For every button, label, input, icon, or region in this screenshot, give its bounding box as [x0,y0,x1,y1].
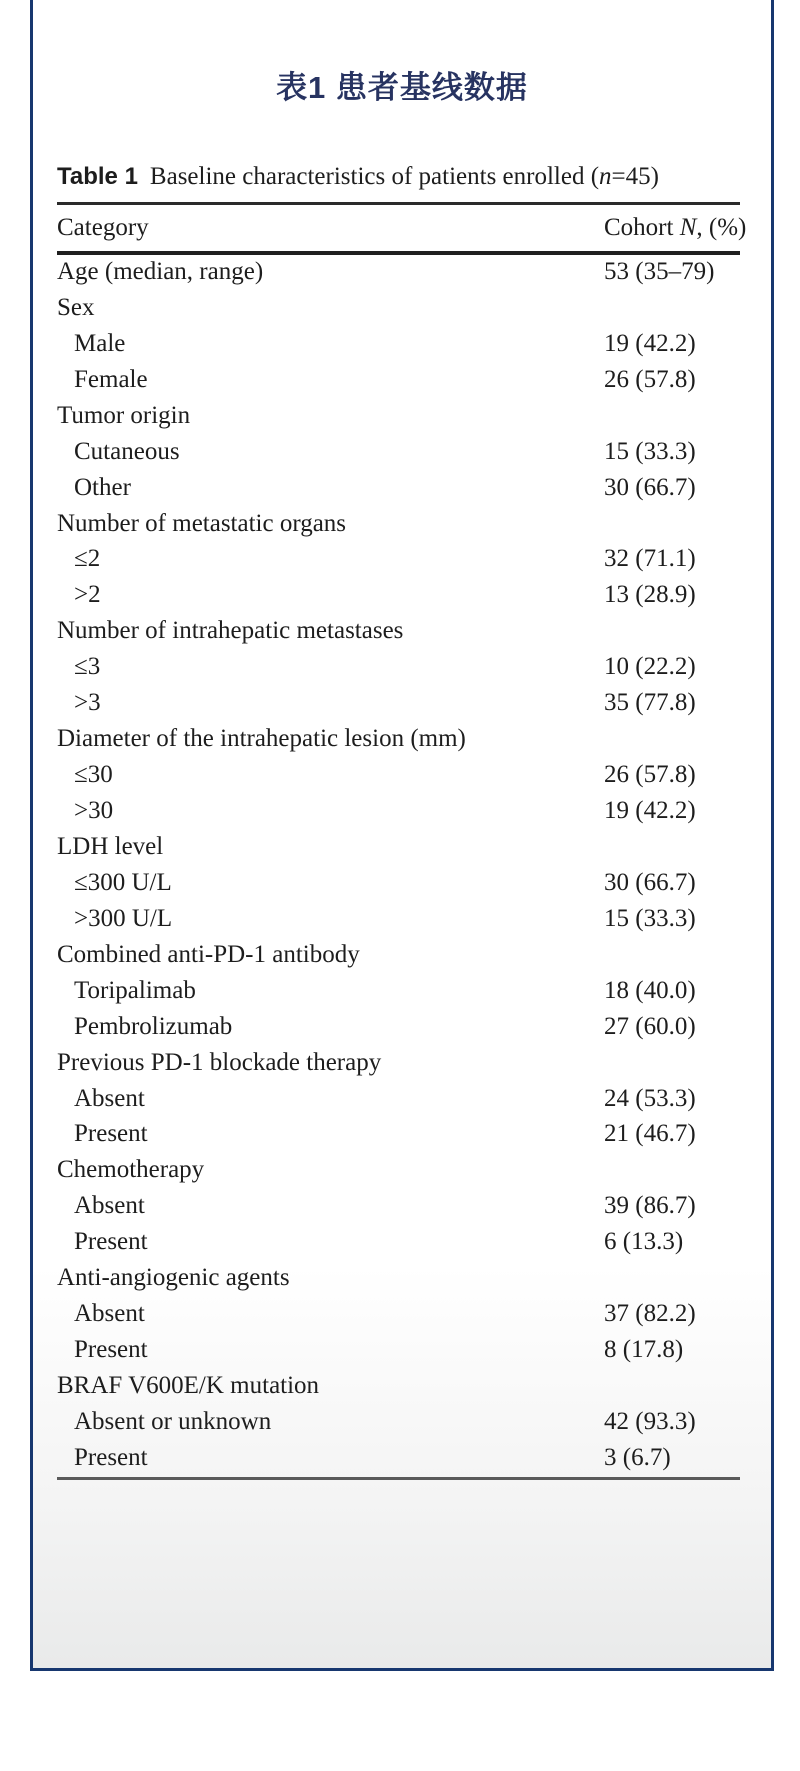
table-row [57,1368,740,1404]
page-title-cjk: 表1 患者基线数据 [276,70,528,105]
table-row [57,973,740,1009]
table-row [57,1152,740,1188]
row-label: ≤30 [74,761,113,789]
row-label: >30 [74,797,114,825]
row-label: Anti-angiogenic agents [57,1264,290,1292]
row-label: Previous PD-1 blockade therapy [57,1048,382,1076]
row-label: >3 [74,689,101,717]
table-row [57,1296,740,1332]
row-label: Sex [57,293,95,321]
row-value: 6 (13.3) [604,1228,684,1256]
row-label: Male [74,329,126,357]
row-label: Absent [74,1192,145,1220]
table-row [57,1117,740,1153]
table-row [57,613,740,649]
row-label: Tumor origin [57,401,191,429]
row-label: BRAF V600E/K mutation [57,1372,320,1400]
row-value: 35 (77.8) [604,689,696,717]
row-value: 13 (28.9) [604,581,696,609]
row-value: 27 (60.0) [604,1012,696,1040]
row-label: Cutaneous [74,437,180,465]
row-label: ≤300 U/L [74,868,172,896]
table-row [57,1045,740,1081]
table-row [57,542,740,578]
row-label: Absent or unknown [74,1407,272,1435]
table-row [57,829,740,865]
table-row [57,290,740,326]
column-header-category: Category [57,214,149,241]
table-row [57,470,740,506]
table-row [57,1440,740,1476]
row-label: >300 U/L [74,904,173,932]
row-label: Age (median, range) [57,257,264,285]
row-label: Absent [74,1084,145,1112]
row-label: ≤3 [74,653,101,681]
table-row [57,685,740,721]
row-label: Absent [74,1300,145,1328]
table-row [57,901,740,937]
table-row [57,398,740,434]
row-label: Present [74,1443,148,1471]
table-row [57,793,740,829]
row-label: LDH level [57,832,164,860]
row-label: Present [74,1336,148,1364]
table-rule-bottom [57,1477,740,1480]
row-value: 26 (57.8) [604,365,696,393]
row-label: Toripalimab [74,976,196,1004]
row-label: Combined anti-PD-1 antibody [57,940,360,968]
table-row [57,434,740,470]
row-label: Chemotherapy [57,1156,205,1184]
row-value: 32 (71.1) [604,545,696,573]
table-caption-text: Baseline characteristics of patients enrolled (n=45) [149,163,659,190]
row-value: 39 (86.7) [604,1192,696,1220]
row-value: 8 (17.8) [604,1336,684,1364]
table-row [57,1404,740,1440]
row-label: Number of metastatic organs [57,509,347,537]
table-row [57,1081,740,1117]
table-row [57,1188,740,1224]
row-value: 30 (66.7) [604,473,696,501]
table-caption-label: Table 1 [57,163,138,190]
row-value: 15 (33.3) [604,904,696,932]
table-row [57,326,740,362]
row-value: 10 (22.2) [604,653,696,681]
table-row [57,865,740,901]
row-value: 19 (42.2) [604,329,696,357]
table-row [57,506,740,542]
row-label: Other [74,473,131,501]
row-label: Female [74,365,148,393]
table-row [57,1224,740,1260]
row-value: 21 (46.7) [604,1120,696,1148]
row-value: 26 (57.8) [604,761,696,789]
row-label: Diameter of the intrahepatic lesion (mm) [57,725,466,753]
table-row [57,721,740,757]
row-label: Present [74,1228,148,1256]
table-row [57,1332,740,1368]
table-row [57,937,740,973]
column-header-cohort: Cohort N, (%) [604,214,747,241]
row-label: >2 [74,581,101,609]
table-row [57,1009,740,1045]
row-value: 30 (66.7) [604,868,696,896]
row-value: 19 (42.2) [604,797,696,825]
row-value: 42 (93.3) [604,1407,696,1435]
table-caption [57,163,747,191]
table-row [57,254,740,290]
row-value: 15 (33.3) [604,437,696,465]
row-value: 53 (35–79) [604,257,715,285]
row-label: Present [74,1120,148,1148]
table-row [57,1260,740,1296]
table-row [57,577,740,613]
table-row [57,362,740,398]
row-value: 37 (82.2) [604,1300,696,1328]
row-value: 18 (40.0) [604,976,696,1004]
row-label: Pembrolizumab [74,1012,233,1040]
row-label: ≤2 [74,545,101,573]
row-label: Number of intrahepatic metastases [57,617,404,645]
table-body [57,254,740,1476]
row-value: 24 (53.3) [604,1084,696,1112]
table-row [57,649,740,685]
table-row [57,757,740,793]
table-header-row [57,205,747,251]
row-value: 3 (6.7) [604,1443,671,1471]
